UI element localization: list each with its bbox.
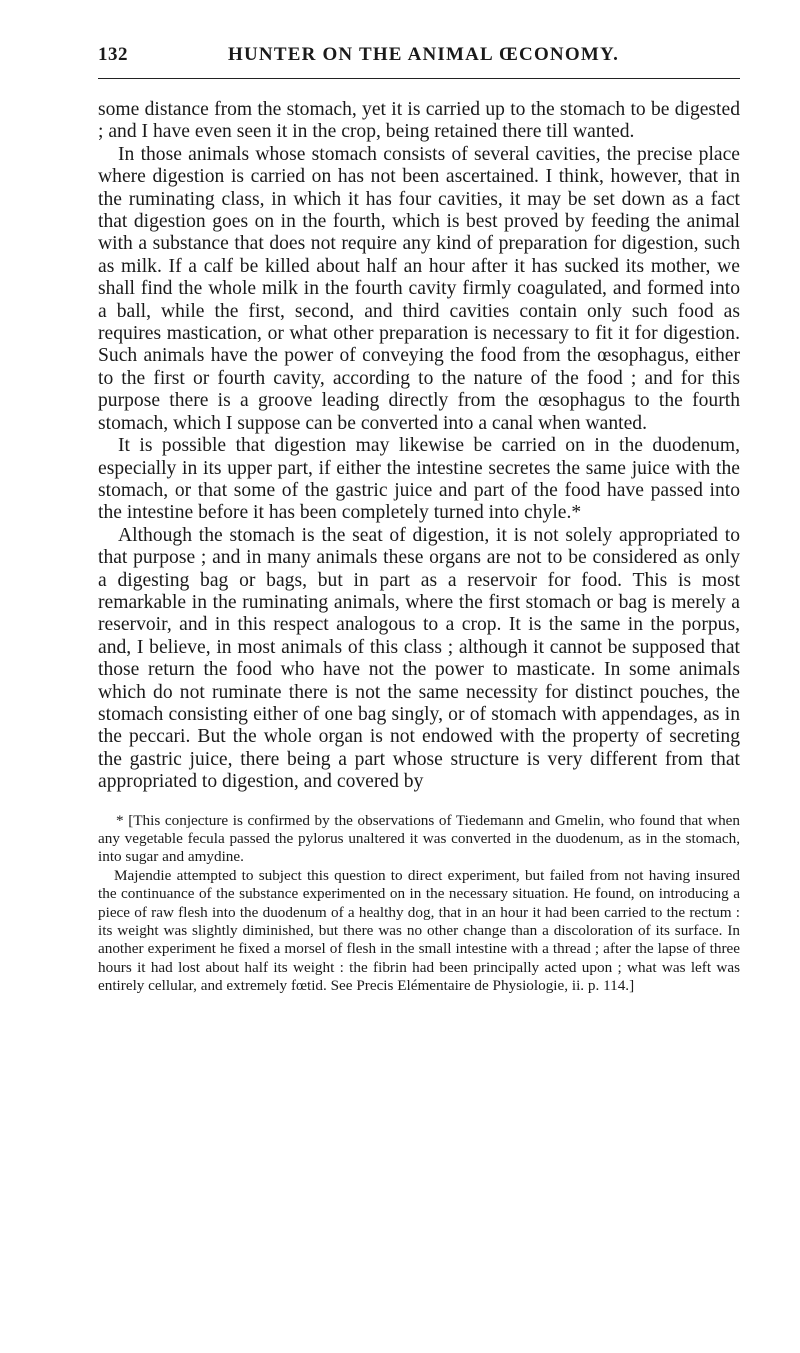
- book-page: [98, 44, 740, 996]
- footnote: [98, 812, 740, 996]
- paragraph: some distance from the stomach, yet it is carried up to the stomach to be digested ; and I have even seen it in the crop, being retained there till wanted.: [98, 99, 740, 143]
- footnote-paragraph: * [This conjecture is confirmed by the observations of Tiedemann and Gmelin, who found that when any vegetable fecula passed the pylorus unaltered it was converted in the duodenum, as in the stomach, into sugar and amydine.: [98, 811, 740, 866]
- footnote-paragraph: Majendie attempted to subject this question to direct experiment, but failed from not having insured the continuance of the substance experimented on in the necessary situation. He found, on introducing a piece of raw flesh into the duodenum of a healthy dog, that in an hour it had been carried to the rectum : its weight was slightly diminished, but there was no other change than a discoloration of its surface. In another experiment he fixed a morsel of flesh in the small intestine with a thread ; after the lapse of three hours it had lost about half its weight : the fibrin had been principally acted upon ; what was left was entirely cellular, and extremely fœtid. See Precis Elémentaire de Physiologie, ii. p. 114.]: [98, 866, 740, 995]
- paragraph: It is possible that digestion may likewise be carried on in the duodenum, especially in its upper part, if either the intestine secretes the same juice with the stomach, or that some of the gastric juice and part of the food have passed into the intestine before it has been completely turned into chyle.*: [98, 435, 740, 524]
- page-header: [98, 44, 740, 74]
- body-text: [98, 99, 740, 794]
- paragraph: Although the stomach is the seat of digestion, it is not solely appropriated to that purpose ; and in many animals these organs are not to be considered as only a digesting bag or bags, but in part as a reservoir for food. This is most remarkable in the ruminating animals, where the first stomach or bag is merely a reservoir, and in this respect analogous to a crop. It is the same in the porpus, and, I believe, in most animals of this class ; although it cannot be supposed that those return the food who have not the power to masticate. In some animals which do not ruminate there is not the same necessity for distinct pouches, the stomach consisting either of one bag singly, or of stomach with appendages, as in the peccari. But the whole organ is not endowed with the property of secreting the gastric juice, there being a part whose structure is very different from that appropriated to digestion, and covered by: [98, 524, 740, 793]
- page-number: 132: [98, 44, 128, 65]
- header-rule: [98, 78, 740, 79]
- paragraph: In those animals whose stomach consists of several cavities, the precise place where digestion is carried on has not been ascertained. I think, however, that in the ruminating class, in which it has four cavities, it may be set down as a fact that digestion goes on in the fourth, which is best proved by feeding the animal with a substance that does not require any kind of preparation for digestion, such as milk. If a calf be killed about half an hour after it has sucked its mother, we shall find the whole milk in the fourth cavity firmly coagulated, and formed into a ball, while the first, second, and third cavities contain only such food as requires mastication, or what other preparation is necessary to fit it for digestion. Such animals have the power of conveying the food from the œsophagus, either to the first or fourth cavity, according to the nature of the food ; and for this purpose there is a groove leading directly from the œsophagus to the fourth stomach, which I suppose can be converted into a canal when wanted.: [98, 143, 740, 434]
- running-head: HUNTER ON THE ANIMAL ŒCONOMY.: [228, 44, 620, 65]
